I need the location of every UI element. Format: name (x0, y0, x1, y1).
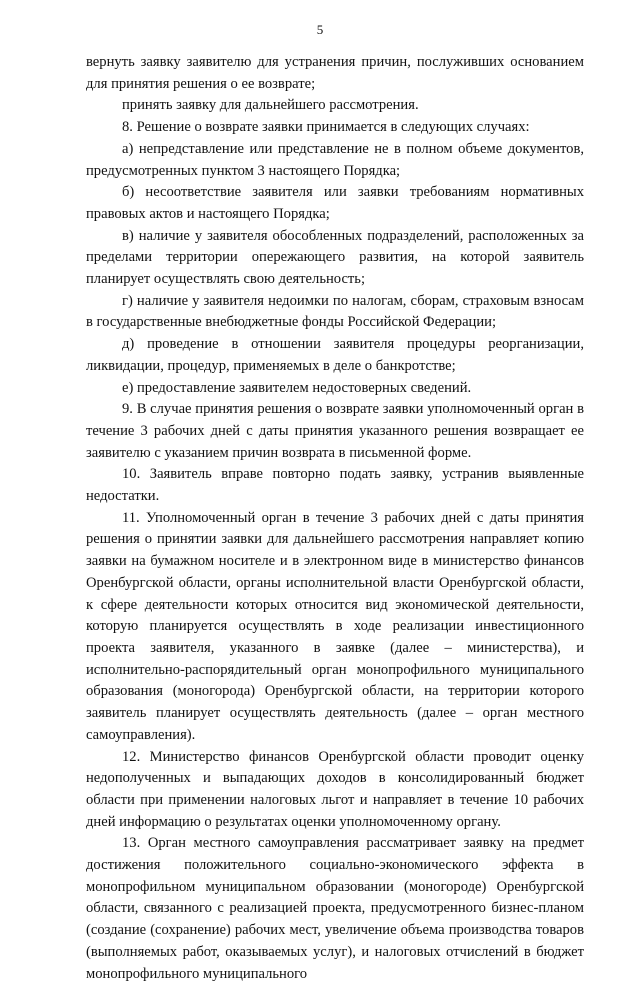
list-item-e: е) предоставление заявителем недостоверных сведений. (122, 379, 472, 396)
paragraph-9: 9. В случае принятия решения о возврате заявки уполномоченный орган в течение 3 рабочих дней с даты принятия указанного решения возвращает ее заявителю с указанием причин возврата в письменной форме. (86, 401, 584, 461)
paragraph-10: 10. Заявитель вправе повторно подать заявку, устранив выявленные недостатки. (86, 466, 584, 505)
paragraph-13: 13. Орган местного самоуправления рассматривает заявку на предмет достижения положительного социально-экономического эффекта в монопрофильном муниципальном образовании (моногороде) Оренбургской области, связанного с реализацией проекта, предусмотренного бизнес-планом (создание (сохранение) рабочих мест, увеличение объема производства товаров (выполняемых работ, оказываемых услуг), и налоговых отчислений в бюджет монопрофильного муниципального (86, 835, 584, 982)
list-item-g: г) наличие у заявителя недоимки по налогам, сборам, страховым взносам в государственные внебюджетные фонды Российской Федерации; (86, 292, 584, 331)
list-item-a: а) непредставление или представление не в полном объеме документов, предусмотренных пунктом 3 настоящего Порядка; (86, 140, 584, 179)
paragraph-12: 12. Министерство финансов Оренбургской области проводит оценку недополученных и выпадающих доходов в консолидированный бюджет области при применении налоговых льгот и направляет в течение 10 рабочих дней информацию о результатах оценки уполномоченному органу. (86, 748, 584, 830)
list-item-v: в) наличие у заявителя обособленных подразделений, расположенных за пределами территории опережающего развития, на которой заявитель планирует осуществлять свою деятельность; (86, 227, 584, 288)
paragraph: принять заявку для дальнейшего рассмотрения. (122, 97, 419, 114)
list-item-d: д) проведение в отношении заявителя процедуры реорганизации, ликвидации, процедур, применяемых в деле о банкротстве; (86, 336, 584, 374)
document-body (86, 52, 584, 985)
paragraph-11: 11. Уполномоченный орган в течение 3 рабочих дней с даты принятия решения о принятии заявки для дальнейшего рассмотрения направляет копию заявки на бумажном носителе и в электронном виде в министерство финансов Оренбургской области, органы исполнительной власти Оренбургской области, к сфере деятельности которых относится вид экономической деятельности, которую планируется осуществлять в ходе реализации инвестиционного проекта заявителя, указанного в заявке (далее – министерства), и исполнительно-распорядительный орган монопрофильного муниципального образования (моногорода) Оренбургской области, на территории которого заявитель планирует осуществлять деятельность (далее – орган местного самоуправления). (86, 509, 584, 743)
paragraph: 8. Решение о возврате заявки принимается в следующих случаях: (122, 119, 530, 136)
page-number: 5 (316, 22, 324, 37)
paragraph: вернуть заявку заявителю для устранения причин, послуживших основанием для принятия решения о ее возврате; (86, 54, 584, 92)
list-item-b: б) несоответствие заявителя или заявки требованиям нормативных правовых актов и настоящего Порядка; (86, 184, 584, 222)
